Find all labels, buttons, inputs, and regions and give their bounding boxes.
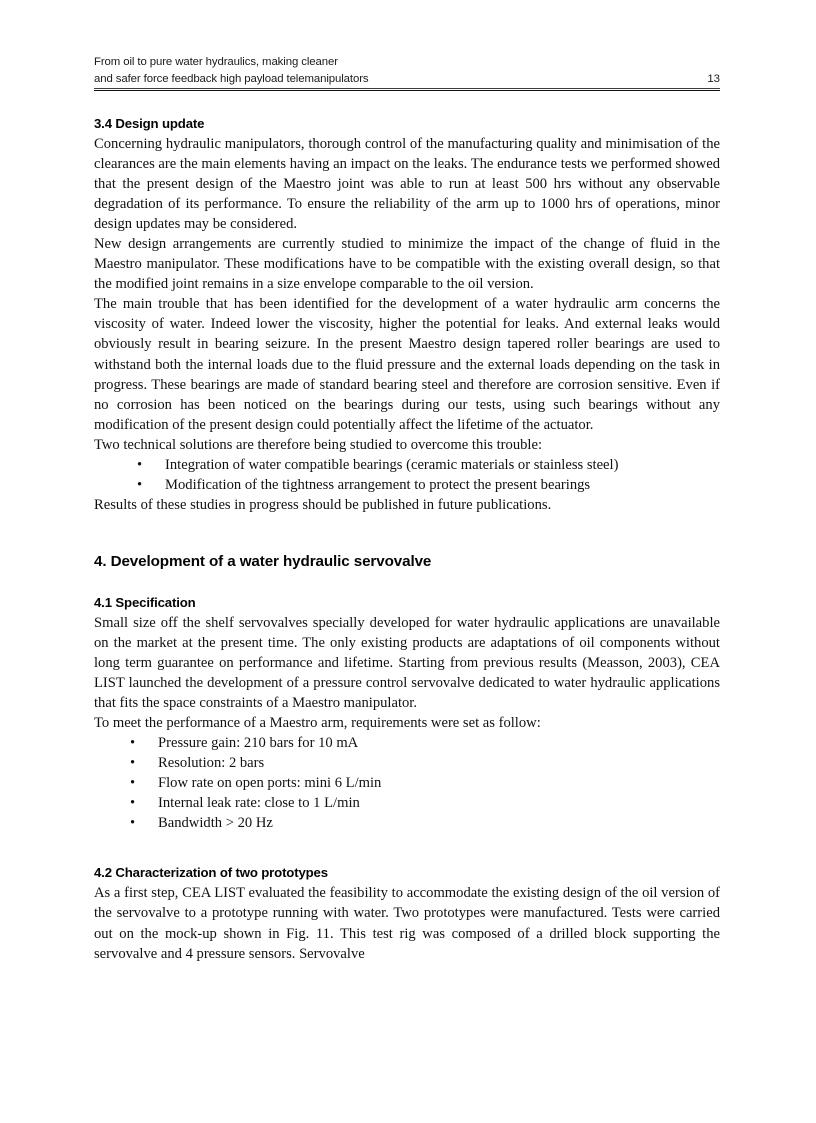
bullet-icon: • bbox=[137, 476, 143, 493]
list-item-label: Bandwidth > 20 Hz bbox=[158, 815, 273, 832]
heading-4-1-specification: 4.1 Specification bbox=[94, 594, 196, 610]
paragraph-4-2-1: As a first step, CEA LIST evaluated the feasibility to accommodate the existing design of the oil version of the servovalve to a prototype running with water. Two prototypes were manufactured. Tests were carried out on the mock-up shown in Fig. 11. This test rig was composed of a drilled block supporting the servovalve and 4 pressure sensors. Servovalve bbox=[94, 885, 720, 962]
section-spacer bbox=[94, 833, 720, 863]
header-rule bbox=[94, 88, 720, 91]
paragraph-4-1-2: To meet the performance of a Maestro arm, requirements were set as follow: bbox=[94, 715, 541, 732]
page-number: 13 bbox=[707, 72, 720, 85]
paragraph-3-4-4: Two technical solutions are therefore being studied to overcome this trouble: bbox=[94, 436, 543, 453]
section-spacer bbox=[94, 515, 720, 551]
list-item bbox=[94, 475, 720, 495]
paragraph-3-4-5: Results of these studies in progress should be published in future publications. bbox=[94, 496, 552, 513]
bullet-list-technical-solutions bbox=[94, 455, 720, 495]
paragraph-3-4-1: Concerning hydraulic manipulators, thorough control of the manufacturing quality and minimisation of the clearances are the main elements having an impact on the leaks. The endurance tests we performed showed that the present design of the Maestro joint was able to run at least 500 hrs without any observable degradation of its performance. To ensure the reliability of the arm up to 1000 hrs of operations, minor design updates may be considered. bbox=[94, 136, 720, 233]
list-item-label: Integration of water compatible bearings (ceramic materials or stainless steel) bbox=[165, 456, 619, 473]
bullet-icon: • bbox=[130, 755, 136, 772]
header-title-line-2-row bbox=[94, 71, 720, 88]
header-title-line-2: and safer force feedback high payload telemanipulators bbox=[94, 72, 369, 85]
bullet-list-requirements bbox=[94, 733, 720, 833]
list-item-label: Pressure gain: 210 bars for 10 mA bbox=[158, 735, 359, 752]
bullet-icon: • bbox=[130, 775, 136, 792]
bullet-icon: • bbox=[130, 815, 136, 832]
header-title-line-1: From oil to pure water hydraulics, making cleaner bbox=[94, 56, 338, 68]
list-item bbox=[94, 813, 720, 833]
list-item bbox=[94, 455, 720, 475]
list-item bbox=[94, 793, 720, 813]
paragraph-3-4-3: The main trouble that has been identified for the development of a water hydraulic arm concerns the viscosity of water. Indeed lower the viscosity, higher the potential for leaks. And external leaks would obviously result in bearing seizure. In the present Maestro design tapered roller bearings are used to withstand both the internal loads due to the fluid pressure and the external loads depending on the task in progress. These bearings are made of standard bearing steel and therefore are corrosion sensitive. Even if no corrosion has been noticed on the bearings during our tests, using such bearings without any modification of the present design could potentially affect the lifetime of the actuator. bbox=[94, 296, 720, 433]
list-item-label: Resolution: 2 bars bbox=[158, 755, 265, 772]
section-spacer bbox=[94, 573, 720, 593]
paragraph-4-1-1: Small size off the shelf servovalves specially developed for water hydraulic applications are unavailable on the market at the present time. The only existing products are adaptations of oil components without long term guarantee on performance and lifetime. Starting from previous results (Measson, 2003), CEA LIST launched the development of a pressure control servovalve dedicated to water hydraulic applications that fits the space constraints of a Maestro manipulator. bbox=[94, 614, 720, 712]
bullet-icon: • bbox=[137, 456, 143, 473]
paragraph-3-4-2: New design arrangements are currently studied to minimize the impact of the change of fluid in the Maestro manipulator. These modifications have to be compatible with the existing overall design, so that the modified joint remains in a size envelope comparable to the oil version. bbox=[94, 236, 720, 293]
heading-4-development-servovalve: 4. Development of a water hydraulic servovalve bbox=[94, 552, 432, 570]
list-item bbox=[94, 733, 720, 753]
list-item-label: Internal leak rate: close to 1 L/min bbox=[158, 795, 360, 812]
running-header bbox=[94, 54, 720, 91]
heading-3-4-design-update: 3.4 Design update bbox=[94, 116, 205, 131]
list-item bbox=[94, 753, 720, 773]
list-item-label: Modification of the tightness arrangement to protect the present bearings bbox=[165, 476, 591, 493]
heading-4-2-characterization: 4.2 Characterization of two prototypes bbox=[94, 865, 328, 881]
list-item-label: Flow rate on open ports: mini 6 L/min bbox=[158, 775, 382, 792]
bullet-icon: • bbox=[130, 795, 136, 812]
list-item bbox=[94, 773, 720, 793]
document-body bbox=[94, 114, 720, 964]
bullet-icon: • bbox=[130, 735, 136, 752]
